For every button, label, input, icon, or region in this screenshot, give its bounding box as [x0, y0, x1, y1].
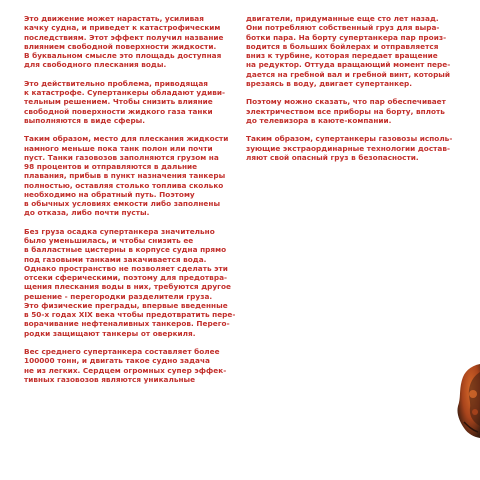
engine-machinery-photo	[456, 364, 480, 438]
text-column-right	[246, 14, 464, 171]
paragraph-free-surface: Это движение может нарастать, усиливая качку судна, и приведет к катастрофическим последствиям. Этот эффект получил название влиянием свободной поверхности жидкости. В буквальном смысле это площадь доступная для свободного плескания воды.	[24, 14, 224, 70]
text-column-left	[24, 14, 244, 393]
paragraph-electricity: Поэтому можно сказать, что пар обеспечивает электричеством все приборы на борту, вплоть до телевизора в каюте-компании.	[246, 97, 446, 125]
paragraph-spherical-tanks: Это действительно проблема, приводящая к катастрофе. Супертанкеры обладают удиви- тельным решением. Чтобы снизить влияние свободной поверхности жидкого газа танки выполняются в виде сферы.	[24, 78, 226, 125]
paragraph-conclusion: Таким образом, супертанкеры газовозы исполь- зующие экстраординарные технологии достав- ляют свой опасный груз в безопасности.	[246, 134, 453, 162]
paragraph-ballast-bulkheads: Без груза осадка супертанкера значительно было уменьшилась, и чтобы снизить ее в балластные цистерны в корпусе судна прямо под газовыми танками закачивается вода. Однако пространство не позволяет сделать эти отсеки сферическими, поэтому для предотвра- щения плескания воды в них, требуются другое решение - перегородки разделители груза. Это физические преграды, впервые введенные в 50-х годах XIX века чтобы предотвратить пере- ворачивание нефтеналивных танкеров. Перего- родки защищают танкеры от оверкиля.	[24, 226, 236, 338]
paragraph-steam-engines: двигатели, придуманные еще сто лет назад. Они потребляют собственный груз для выра- ботки пара. На борту супертанкера пар произ- водится в больших бойлерах и отправляется вниз к турбине, которая передает вращение на редуктор. Оттуда вращающий момент пере- дается на гребной вал и гребной винт, который врезаясь в воду, двигает супертанкер.	[246, 14, 451, 88]
paragraph-tank-filling: Таким образом, место для плескания жидкости намного меньше пока танк полон или почти пуст. Танки газовозов заполняются грузом на 98 процентов и отправляются в дальние плавания, прибыв в пункт назначения танкеры полностью, оставляя столько топлива сколько необходимо на обратный путь. Поэтому в обычных условиях емкости либо заполнены до отказа, либо почти пусты.	[24, 134, 229, 218]
paragraph-tanker-weight: Вес среднего супертанкера составляет более 100000 тонн, и двигать такое судно задача не из легких. Сердцем огромных супер эффек- тивных газовозов являются уникальные	[24, 347, 227, 384]
